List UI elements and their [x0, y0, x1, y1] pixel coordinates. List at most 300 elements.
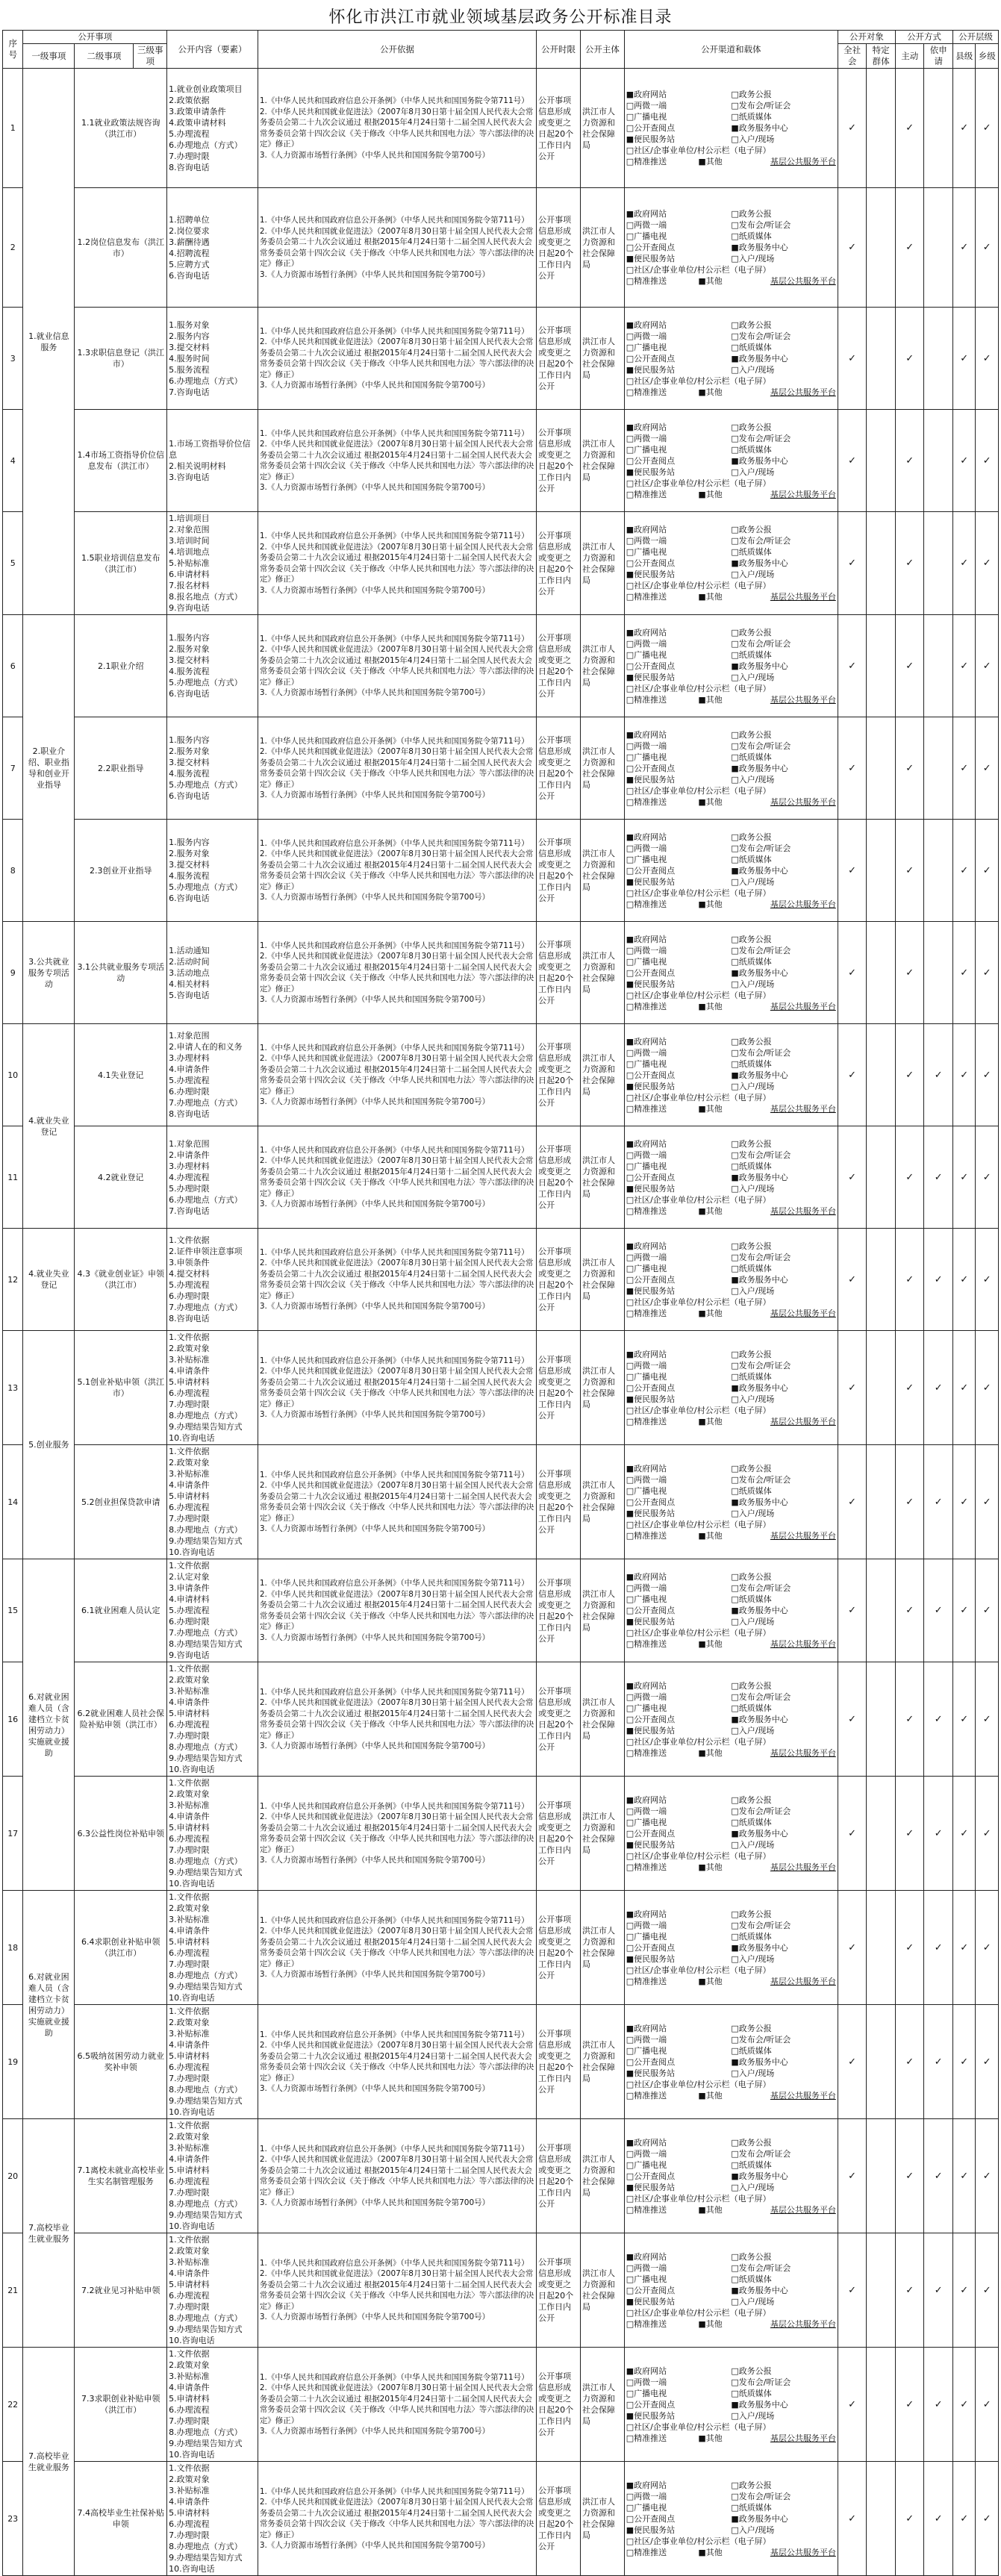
table-row: [3, 2005, 999, 2119]
mark-county: ✓: [953, 410, 976, 512]
row-seq: 7: [3, 717, 23, 820]
channel-line: [626, 1047, 836, 1058]
channel-line: [626, 2045, 836, 2056]
channel-line: [626, 444, 836, 455]
level1-item: 6.对就业困难人员（含建档立卡贫困劳动力）实施就业援助: [23, 1559, 75, 1891]
row-subject: 洪江市人力资源和社会保障局: [580, 512, 624, 615]
channel-line: [626, 899, 836, 910]
channel-option: ■其他: [698, 1976, 723, 1986]
row-content: 1.市场工资指导价位信息 2.相关说明材料 3.咨询电话: [167, 410, 258, 512]
channel-option: □纸质媒体: [731, 1817, 772, 1827]
channel-option: □纸质媒体: [731, 956, 772, 967]
channel-line: [626, 683, 836, 694]
channel-option: □政务公报: [731, 1680, 772, 1691]
row-content: 1.招聘单位 2.岗位要求 3.薪酬待遇 4.招聘流程 5.应聘方式 6.咨询电话: [167, 188, 258, 308]
row-time: 公开事项信息形成或变更之日起20个工作日内公开: [537, 922, 581, 1024]
channel-line: [626, 2536, 836, 2547]
channel-line: [626, 1206, 836, 1217]
channel-other-note: 基层公共服务平台: [770, 2090, 836, 2101]
channel-option: ■政务服务中心: [731, 2056, 788, 2067]
channel-option: □纸质媒体: [731, 231, 772, 241]
channel-option: □精准推送: [626, 2204, 667, 2215]
channel-line: [626, 2068, 836, 2079]
channel-option: □两微一端: [626, 1920, 667, 1930]
mark-specific: [867, 308, 896, 410]
channel-line: [626, 1909, 836, 1920]
channel-option: □入户/现场: [731, 2524, 775, 2535]
level2-item: 7.1离校未就业高校毕业生实名制管理服务: [75, 2119, 167, 2233]
mark-active: ✓: [895, 1229, 924, 1331]
table-row: [3, 1024, 999, 1126]
row-basis: 1.《中华人民共和国政府信息公开条例》（中华人民共和国国务院令第711号） 2.《中华人民共和国就业促进法》（2007年8月30日第十届全国人民代表大会常务委员会第二十九次会议通过 根据2015年4月24日第十二届全国人民代表大会常务委员会第十四次会议《关于修改〈中华人民共和国电力法〉等六部法律的决定》修正） 3.《人力资源市场暂行条例》（中华人民共和国国务院令第700号）: [258, 2462, 536, 2576]
mark-county: ✓: [953, 2005, 976, 2119]
channel-option: ■政府网站: [626, 832, 667, 842]
channel-option: □纸质媒体: [731, 854, 772, 864]
channel-option: □广播电视: [626, 2045, 667, 2056]
mark-county: ✓: [953, 2233, 976, 2348]
mark-apply: [924, 615, 953, 717]
channel-option: ■政府网站: [626, 209, 667, 219]
mark-apply: [924, 922, 953, 1024]
row-time: 公开事项信息形成或变更之日起20个工作日内公开: [537, 1662, 581, 1777]
channel-option: □精准推送: [626, 899, 667, 909]
channel-other-note: 基层公共服务平台: [770, 2318, 836, 2329]
row-seq: 21: [3, 2233, 23, 2348]
row-subject: 洪江市人力资源和社会保障局: [580, 615, 624, 717]
level1-item: 7.高校毕业生就业服务: [23, 2119, 75, 2348]
header-county: 县级: [953, 44, 976, 69]
row-content: 1.文件依据 2.证件申领注意事项 3.申领条件 4.提交材料 5.办理流程 6.办理时限 7.办理地点（方式） 8.咨询电话: [167, 1229, 258, 1331]
mark-township: ✓: [976, 1445, 999, 1559]
mark-active: ✓: [895, 922, 924, 1024]
channel-option: □社区/企事业单位/村公示栏（电子屏）: [626, 2307, 771, 2318]
channel-line: [626, 1092, 836, 1103]
channel-option: ■政务服务中心: [731, 967, 788, 978]
channel-option: □发布会/听证会: [731, 331, 791, 341]
channel-option: □发布会/听证会: [731, 740, 791, 751]
row-subject: 洪江市人力资源和社会保障局: [580, 410, 624, 512]
channel-line: [626, 455, 836, 467]
channel-option: □精准推送: [626, 1308, 667, 1318]
row-subject: 洪江市人力资源和社会保障局: [580, 717, 624, 820]
mark-apply: ✓: [924, 2119, 953, 2233]
mark-township: ✓: [976, 2348, 999, 2462]
mark-apply: ✓: [924, 1126, 953, 1229]
channel-option: ■政务服务中心: [731, 2513, 788, 2524]
row-seq: 14: [3, 1445, 23, 1559]
row-channels: [624, 69, 838, 188]
channel-line: [626, 2079, 836, 2090]
mark-apply: ✓: [924, 2005, 953, 2119]
channel-option: ■其他: [698, 1530, 723, 1541]
channel-option: □发布会/听证会: [731, 1047, 791, 1058]
channel-option: □广播电视: [626, 2502, 667, 2513]
channel-line: [626, 1571, 836, 1582]
mark-township: ✓: [976, 1331, 999, 1445]
mark-county: ✓: [953, 1445, 976, 1559]
channel-option: □精准推送: [626, 1206, 667, 1216]
channel-option: □社区/企事业单位/村公示栏（电子屏）: [626, 888, 771, 898]
channel-other-note: 基层公共服务平台: [770, 1001, 836, 1011]
channel-option: ■其他: [698, 592, 723, 602]
channel-option: ■政府网站: [626, 2137, 667, 2148]
row-content: 1.对象范围 2.申请条件 3.办理材料 4.办理流程 5.办理时限 6.办理地点（方式） 7.咨询电话: [167, 1126, 258, 1229]
channel-option: □精准推送: [626, 694, 667, 705]
row-channels: [624, 1331, 838, 1445]
level2-item: 2.1职业介绍: [75, 615, 167, 717]
row-time: 公开事项信息形成或变更之日起20个工作日内公开: [537, 1891, 581, 2005]
channel-line: [626, 1183, 836, 1194]
level1-item: 1.就业信息服务: [23, 69, 75, 615]
mark-apply: [924, 69, 953, 188]
channel-option: □公开查阅点: [626, 1606, 676, 1615]
mark-apply: ✓: [924, 1891, 953, 2005]
header-level2: 二级事项: [75, 44, 134, 69]
channel-line: [626, 2377, 836, 2388]
channel-line: [626, 1638, 836, 1650]
channel-line: [626, 478, 836, 489]
channel-other-note: 基层公共服务平台: [770, 1308, 836, 1318]
header-mode-group: 公开方式: [895, 31, 952, 44]
channel-option: □精准推送: [626, 387, 667, 397]
mark-active: ✓: [895, 820, 924, 922]
channel-option: □社区/企事业单位/村公示栏（电子屏）: [626, 1092, 771, 1103]
level2-item: 6.1就业困难人员认定: [75, 1559, 167, 1662]
table-row: [3, 512, 999, 615]
channel-option: □社区/企事业单位/村公示栏（电子屏）: [626, 1628, 771, 1638]
channel-option: □两微一端: [626, 220, 667, 230]
mark-active: ✓: [895, 1891, 924, 2005]
row-content: 1.服务内容 2.服务对象 3.提交材料 4.服务流程 5.办理地点（方式） 6.咨询电话: [167, 717, 258, 820]
table-row: [3, 820, 999, 922]
channel-option: □两微一端: [626, 740, 667, 751]
channel-other-note: 基层公共服务平台: [770, 276, 836, 286]
mark-apply: ✓: [924, 1229, 953, 1331]
row-seq: 1: [3, 69, 23, 188]
mark-specific: [867, 615, 896, 717]
mark-specific: [867, 922, 896, 1024]
channel-line: [626, 1931, 836, 1942]
row-seq: 6: [3, 615, 23, 717]
mark-active: ✓: [895, 1331, 924, 1445]
row-basis: 1.《中华人民共和国政府信息公开条例》（中华人民共和国国务院令第711号） 2.《中华人民共和国就业促进法》（2007年8月30日第十届全国人民代表大会常务委员会第二十九次会议通过 根据2015年4月24日第十二届全国人民代表大会常务委员会第十四次会议《关于修改〈中华人民共和国电力法〉等六部法律的决定》修正） 3.《人力资源市场暂行条例》（中华人民共和国国务院令第700号）: [258, 820, 536, 922]
channel-option: □公开查阅点: [626, 123, 676, 133]
row-basis: 1.《中华人民共和国政府信息公开条例》（中华人民共和国国务院令第711号） 2.《中华人民共和国就业促进法》（2007年8月30日第十届全国人民代表大会常务委员会第二十九次会议通过 根据2015年4月24日第十二届全国人民代表大会常务委员会第十四次会议《关于修改〈中华人民共和国电力法〉等六部法律的决定》修正） 3.《人力资源市场暂行条例》（中华人民共和国国务院令第700号）: [258, 308, 536, 410]
level2-item: 2.2职业指导: [75, 717, 167, 820]
mark-county: ✓: [953, 1777, 976, 1891]
channel-option: ■政府网站: [626, 1036, 667, 1047]
channel-option: ■政务服务中心: [731, 243, 788, 252]
channel-line: [626, 467, 836, 478]
row-subject: 洪江市人力资源和社会保障局: [580, 820, 624, 922]
mark-all-society: ✓: [838, 2462, 867, 2576]
mark-all-society: ✓: [838, 1777, 867, 1891]
row-basis: 1.《中华人民共和国政府信息公开条例》（中华人民共和国国务院令第711号） 2.《中华人民共和国就业促进法》（2007年8月30日第十届全国人民代表大会常务委员会第二十九次会议通过 根据2015年4月24日第十二届全国人民代表大会常务委员会第十四次会议《关于修改〈中华人民共和国电力法〉等六部法律的决定》修正） 3.《人力资源市场暂行条例》（中华人民共和国国务院令第700号）: [258, 1662, 536, 1777]
channel-line: [626, 854, 836, 865]
mark-township: ✓: [976, 615, 999, 717]
channel-line: [626, 2513, 836, 2524]
mark-all-society: ✓: [838, 1445, 867, 1559]
channel-line: [626, 1297, 836, 1308]
channel-option: □两微一端: [626, 843, 667, 853]
row-time: 公开事项信息形成或变更之日起20个工作日内公开: [537, 410, 581, 512]
row-time: 公开事项信息形成或变更之日起20个工作日内公开: [537, 2233, 581, 2348]
channel-option: ■政务服务中心: [731, 1172, 788, 1182]
channel-line: [626, 1263, 836, 1274]
channel-line: [626, 319, 836, 331]
channel-option: □纸质媒体: [731, 1161, 772, 1171]
channel-option: □公开查阅点: [626, 2513, 676, 2524]
channel-line: [626, 1463, 836, 1474]
channel-other-note: 基层公共服务平台: [770, 1639, 836, 1649]
channel-option: □发布会/听证会: [731, 1583, 791, 1593]
channel-other-note: 基层公共服务平台: [770, 1530, 836, 1541]
channel-line: [626, 122, 836, 134]
row-content: 1.文件依据 2.政策对象 3.补贴标准 4.申请条件 5.申请材料 6.办理流程 7.办理时限 8.办理地点（方式） 9.办理结果告知方式 10.咨询电话: [167, 1662, 258, 1777]
channel-option: □两微一端: [626, 1583, 667, 1593]
channel-option: □广播电视: [626, 956, 667, 967]
channel-option: ■政务服务中心: [731, 455, 788, 466]
mark-specific: [867, 1126, 896, 1229]
channel-option: □社区/企事业单位/村公示栏（电子屏）: [626, 375, 771, 386]
mark-all-society: ✓: [838, 820, 867, 922]
channel-option: □纸质媒体: [731, 112, 772, 122]
row-time: 公开事项信息形成或变更之日起20个工作日内公开: [537, 1024, 581, 1126]
channel-line: [626, 231, 836, 242]
channel-option: □精准推送: [626, 1001, 667, 1011]
channel-line: [626, 253, 836, 264]
channel-other-note: 基层公共服务平台: [770, 1416, 836, 1426]
channel-line: [626, 1070, 836, 1081]
channel-option: ■便民服务站: [626, 1953, 676, 1964]
channel-option: ■政务服务中心: [731, 1274, 788, 1285]
channel-option: □社区/企事业单位/村公示栏（电子屏）: [626, 478, 771, 488]
row-basis: 1.《中华人民共和国政府信息公开条例》（中华人民共和国国务院令第711号） 2.《中华人民共和国就业促进法》（2007年8月30日第十届全国人民代表大会常务委员会第二十九次会议通过 根据2015年4月24日第十二届全国人民代表大会常务委员会第十四次会议《关于修改〈中华人民共和国电力法〉等六部法律的决定》修正） 3.《人力资源市场暂行条例》（中华人民共和国国务院令第700号）: [258, 615, 536, 717]
channel-option: □两微一端: [626, 1474, 667, 1485]
row-seq: 8: [3, 820, 23, 922]
channel-line: [626, 1382, 836, 1394]
channel-line: [626, 219, 836, 231]
mark-county: ✓: [953, 2462, 976, 2576]
mark-all-society: ✓: [838, 1024, 867, 1126]
channel-line: [626, 1828, 836, 1839]
row-channels: [624, 1777, 838, 1891]
channel-option: ■政务服务中心: [731, 661, 788, 671]
row-subject: 洪江市人力资源和社会保障局: [580, 2233, 624, 2348]
channel-option: □纸质媒体: [731, 2388, 772, 2398]
channel-line: [626, 1036, 836, 1047]
row-subject: 洪江市人力资源和社会保障局: [580, 2119, 624, 2233]
row-time: 公开事项信息形成或变更之日起20个工作日内公开: [537, 1445, 581, 1559]
channel-line: [626, 558, 836, 569]
mark-township: ✓: [976, 1559, 999, 1662]
channel-option: □广播电视: [626, 1931, 667, 1942]
channel-line: [626, 672, 836, 683]
channel-line: [626, 2251, 836, 2262]
row-seq: 5: [3, 512, 23, 615]
channel-option: ■便民服务站: [626, 2410, 676, 2421]
channel-option: ■政府网站: [626, 319, 667, 330]
channel-option: □入户/现场: [731, 1725, 775, 1735]
channel-option: ■政务服务中心: [731, 865, 788, 876]
mark-apply: ✓: [924, 1331, 953, 1445]
level2-item: 5.2创业担保贷款申请: [75, 1445, 167, 1559]
table-row: [3, 2233, 999, 2348]
row-content: 1.文件依据 2.政策对象 3.补贴标准 4.申请条件 5.申请材料 6.办理流程 7.办理时限 8.办理地点（方式） 9.办理结果告知方式 10.咨询电话: [167, 2462, 258, 2576]
mark-specific: [867, 2005, 896, 2119]
channel-option: □精准推送: [626, 1976, 667, 1986]
channel-option: □广播电视: [626, 1485, 667, 1496]
channel-option: □纸质媒体: [731, 2502, 772, 2513]
channel-option: □政务公报: [731, 2023, 772, 2033]
channel-line: [626, 990, 836, 1001]
channel-option: □公开查阅点: [626, 2285, 676, 2295]
row-time: 公开事项信息形成或变更之日起20个工作日内公开: [537, 2005, 581, 2119]
channel-line: [626, 375, 836, 387]
channel-line: [626, 2502, 836, 2513]
channel-option: □广播电视: [626, 1161, 667, 1171]
channel-line: [626, 1747, 836, 1759]
mark-apply: [924, 308, 953, 410]
channel-option: □政务公报: [731, 2251, 772, 2262]
header-items-group: 公开事项: [23, 31, 167, 44]
channel-option: □发布会/听证会: [731, 1920, 791, 1930]
mark-specific: [867, 1229, 896, 1331]
table-row: [3, 1777, 999, 1891]
channel-line: [626, 489, 836, 500]
channel-option: □纸质媒体: [731, 2045, 772, 2056]
row-channels: [624, 410, 838, 512]
channel-line: [626, 1241, 836, 1252]
mark-specific: [867, 2233, 896, 2348]
mark-specific: [867, 1891, 896, 2005]
channel-option: □广播电视: [626, 444, 667, 455]
mark-apply: ✓: [924, 1559, 953, 1662]
channel-option: □社区/企事业单位/村公示栏（电子屏）: [626, 990, 771, 1000]
row-time: 公开事项信息形成或变更之日起20个工作日内公开: [537, 1559, 581, 1662]
page-title: 怀化市洪江市就业领域基层政务公开标准目录: [328, 8, 673, 27]
channel-option: ■其他: [698, 1206, 723, 1216]
channel-option: □纸质媒体: [731, 752, 772, 762]
channel-option: □精准推送: [626, 2090, 667, 2101]
channel-option: ■政府网站: [626, 934, 667, 944]
mark-township: ✓: [976, 2462, 999, 2576]
channel-option: □政务公报: [731, 2137, 772, 2148]
channel-option: ■政务服务中心: [731, 2171, 788, 2181]
channel-option: ■政府网站: [626, 2251, 667, 2262]
channel-line: [626, 2410, 836, 2421]
channel-line: [626, 546, 836, 558]
channel-line: [626, 1150, 836, 1161]
mark-active: ✓: [895, 308, 924, 410]
channel-line: [626, 2318, 836, 2330]
channel-option: □公开查阅点: [626, 1714, 676, 1724]
mark-all-society: ✓: [838, 2119, 867, 2233]
mark-township: ✓: [976, 1662, 999, 1777]
channel-option: □公开查阅点: [626, 2399, 676, 2410]
channel-line: [626, 1508, 836, 1519]
row-basis: 1.《中华人民共和国政府信息公开条例》（中华人民共和国国务院令第711号） 2.《中华人民共和国就业促进法》（2007年8月30日第十届全国人民代表大会常务委员会第二十九次会议通过 根据2015年4月24日第十二届全国人民代表大会常务委员会第十四次会议《关于修改〈中华人民共和国电力法〉等六部法律的决定》修正） 3.《人力资源市场暂行条例》（中华人民共和国国务院令第700号）: [258, 922, 536, 1024]
channel-line: [626, 774, 836, 785]
channel-option: □两微一端: [626, 101, 667, 110]
channel-option: □广播电视: [626, 854, 667, 864]
channel-option: □广播电视: [626, 2159, 667, 2170]
table-row: [3, 922, 999, 1024]
row-time: 公开事项信息形成或变更之日起20个工作日内公开: [537, 717, 581, 820]
mark-specific: [867, 2462, 896, 2576]
mark-specific: [867, 410, 896, 512]
channel-line: [626, 1360, 836, 1371]
channel-line: [626, 342, 836, 353]
channel-option: □公开查阅点: [626, 865, 676, 876]
table-row: [3, 1445, 999, 1559]
row-content: 1.文件依据 2.政策对象 3.补贴标准 4.申请条件 5.申请材料 6.办理流程 7.办理时限 8.办理地点（方式） 9.办理结果告知方式 10.咨询电话: [167, 1331, 258, 1445]
channel-line: [626, 134, 836, 145]
channel-option: ■政府网站: [626, 1572, 667, 1582]
mark-county: ✓: [953, 1891, 976, 2005]
channel-option: ■便民服务站: [626, 1394, 676, 1404]
channel-option: □纸质媒体: [731, 547, 772, 557]
channel-option: □广播电视: [626, 231, 667, 241]
channel-line: [626, 1416, 836, 1427]
mark-apply: [924, 410, 953, 512]
channel-other-note: 基层公共服务平台: [770, 1976, 836, 1986]
mark-apply: ✓: [924, 2348, 953, 2462]
mark-active: ✓: [895, 2348, 924, 2462]
channel-option: ■政府网站: [626, 1680, 667, 1691]
channel-line: [626, 1194, 836, 1206]
channel-line: [626, 979, 836, 990]
channel-option: □纸质媒体: [731, 649, 772, 660]
row-content: 1.服务内容 2.服务对象 3.提交材料 4.服务流程 5.办理地点（方式） 6.咨询电话: [167, 615, 258, 717]
table-row: [3, 1126, 999, 1229]
channel-line: [626, 2090, 836, 2101]
mark-active: ✓: [895, 2119, 924, 2233]
mark-county: ✓: [953, 2348, 976, 2462]
channel-line: [626, 865, 836, 876]
channel-line: [626, 1703, 836, 1714]
channel-option: □发布会/听证会: [731, 638, 791, 649]
header-level3: 三级事项: [134, 44, 167, 69]
level2-item: 4.2就业登记: [75, 1126, 167, 1229]
channel-option: ■政府网站: [626, 627, 667, 637]
channel-option: ■政务服务中心: [731, 123, 788, 133]
channel-line: [626, 156, 836, 167]
mark-all-society: ✓: [838, 1662, 867, 1777]
channel-option: □精准推送: [626, 2433, 667, 2443]
channel-option: ■政府网站: [626, 525, 667, 534]
row-channels: [624, 2462, 838, 2576]
channel-option: □入户/现场: [731, 1617, 775, 1627]
table-row: [3, 69, 999, 188]
mark-township: ✓: [976, 2119, 999, 2233]
channel-option: □两微一端: [626, 1806, 667, 1816]
header-apply: 依申请: [924, 44, 953, 69]
mark-active: ✓: [895, 717, 924, 820]
channel-line: [626, 1308, 836, 1319]
row-subject: 洪江市人力资源和社会保障局: [580, 2462, 624, 2576]
row-seq: 17: [3, 1777, 23, 1891]
channel-option: ■便民服务站: [626, 467, 676, 477]
channel-option: □发布会/听证会: [731, 1360, 791, 1370]
channel-option: □社区/企事业单位/村公示栏（电子屏）: [626, 1736, 771, 1747]
channel-option: ■便民服务站: [626, 134, 676, 144]
header-level-group: 公开层级: [953, 31, 999, 44]
channel-option: ■便民服务站: [626, 1183, 676, 1194]
channel-option: □社区/企事业单位/村公示栏（电子屏）: [626, 581, 771, 590]
channel-option: □纸质媒体: [731, 1931, 772, 1942]
mark-all-society: ✓: [838, 410, 867, 512]
